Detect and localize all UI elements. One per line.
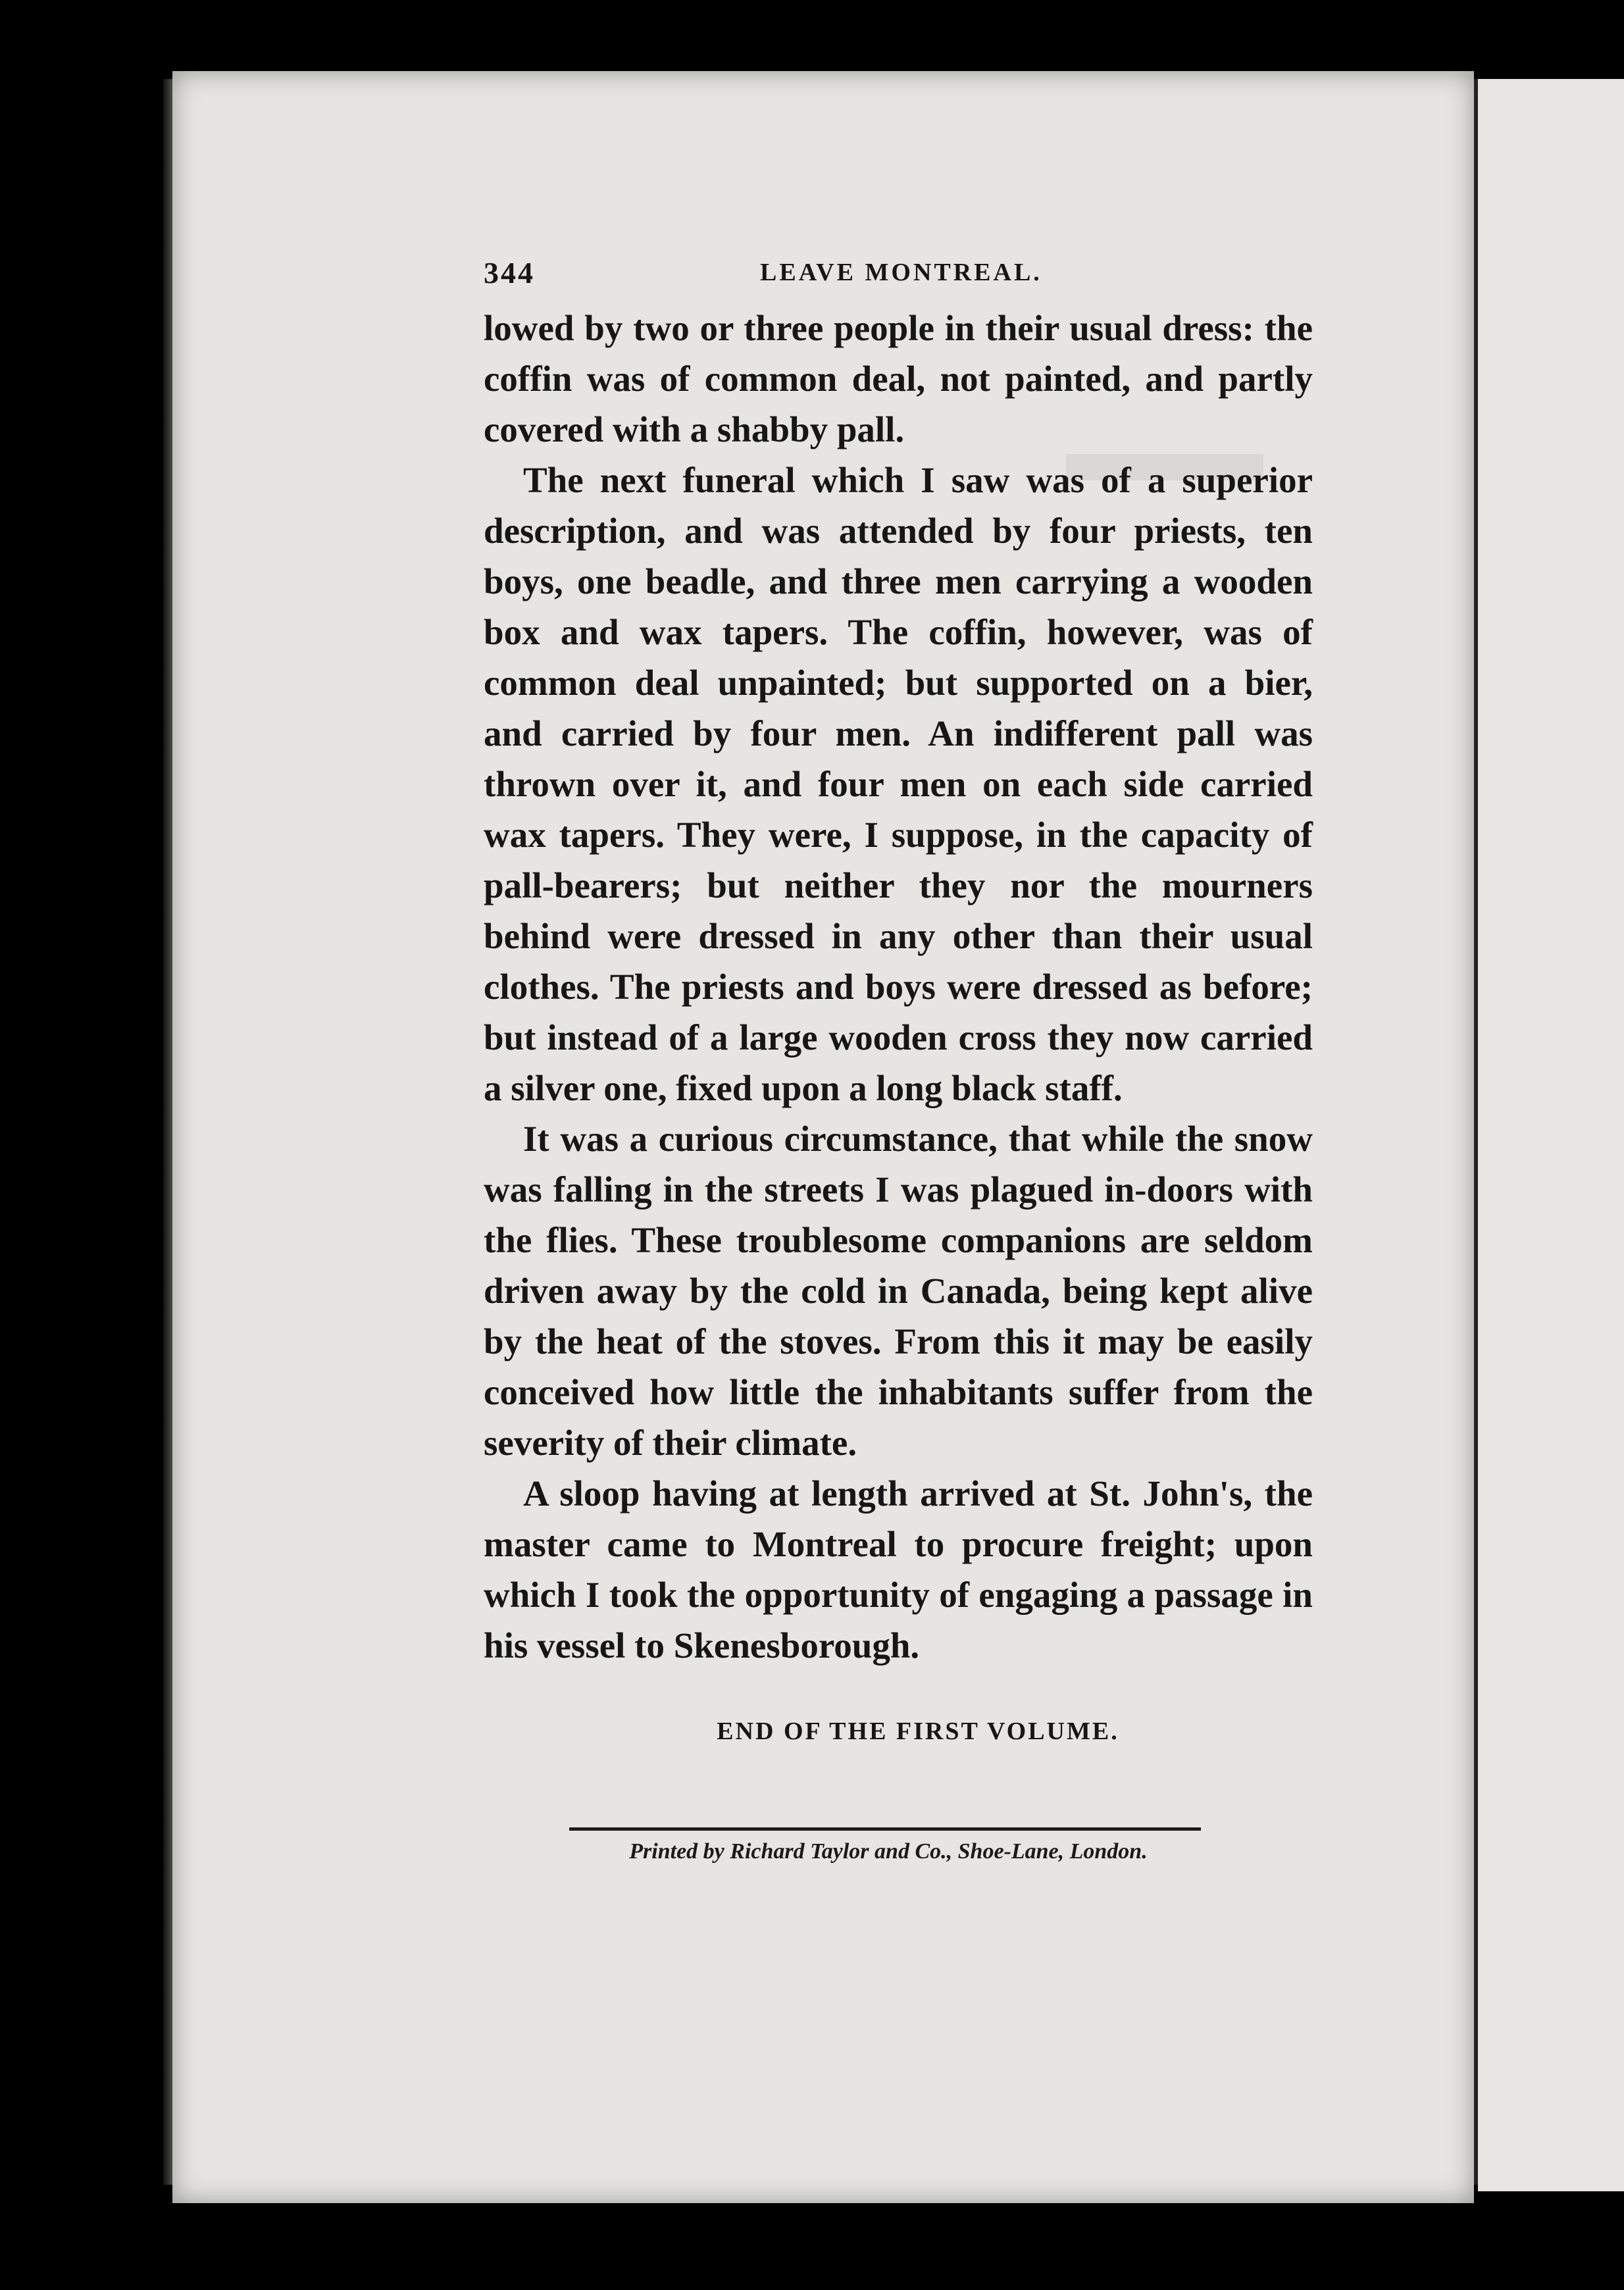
paragraph-3: It was a curious circumstance, that while the snow was falling in the streets I was plagued in-doors with the flies. These troublesome companions are seldom driven away by the cold in Canada, being kept alive by the heat of the stoves. From this it may be easily conceived how little the inhabitants suffer from the severity of their climate. [484,1119,1313,1463]
paragraph-2: The next funeral which I saw was of a superior description, and was attended by four priests, ten boys, one beadle, and three men carrying a wooden box and wax tapers. The coffin, however, was of common deal unpainted; but supported on a bier, and carried by four men. An indifferent pall was thrown over it, and four men on each side carried wax tapers. They were, I suppose, in the capacity of pall-bearers; but neither they nor the mourners behind were dressed in any other than their usual clothes. The priests and boys were dressed as before; but instead of a large wooden cross they now carried a silver one, fixed upon a long black staff. [484,460,1313,1108]
page-number: 344 [484,256,535,290]
paragraph-1: lowed by two or three people in their usual dress: the coffin was of common deal, not painted, and partly covered with a shabby pall. [484,308,1313,449]
running-head-title: LEAVE MONTREAL. [760,259,1042,286]
body-text [484,303,1313,1671]
printer-imprint: Printed by Richard Taylor and Co., Shoe-Lane, London. [629,1839,1148,1864]
facing-page [1478,79,1624,2191]
end-of-volume-note: END OF THE FIRST VOLUME. [717,1718,1119,1745]
viewer-background-top [0,0,1624,72]
page-text-block [484,250,1313,1746]
imprint-rule [569,1827,1201,1831]
running-head [484,250,1313,303]
viewer-background-bottom [0,2191,1624,2290]
paragraph-4: A sloop having at length arrived at St. John's, the master came to Montreal to procure freight; upon which I took the opportunity of engaging a passage in his vessel to Skenesborough. [484,1473,1313,1666]
